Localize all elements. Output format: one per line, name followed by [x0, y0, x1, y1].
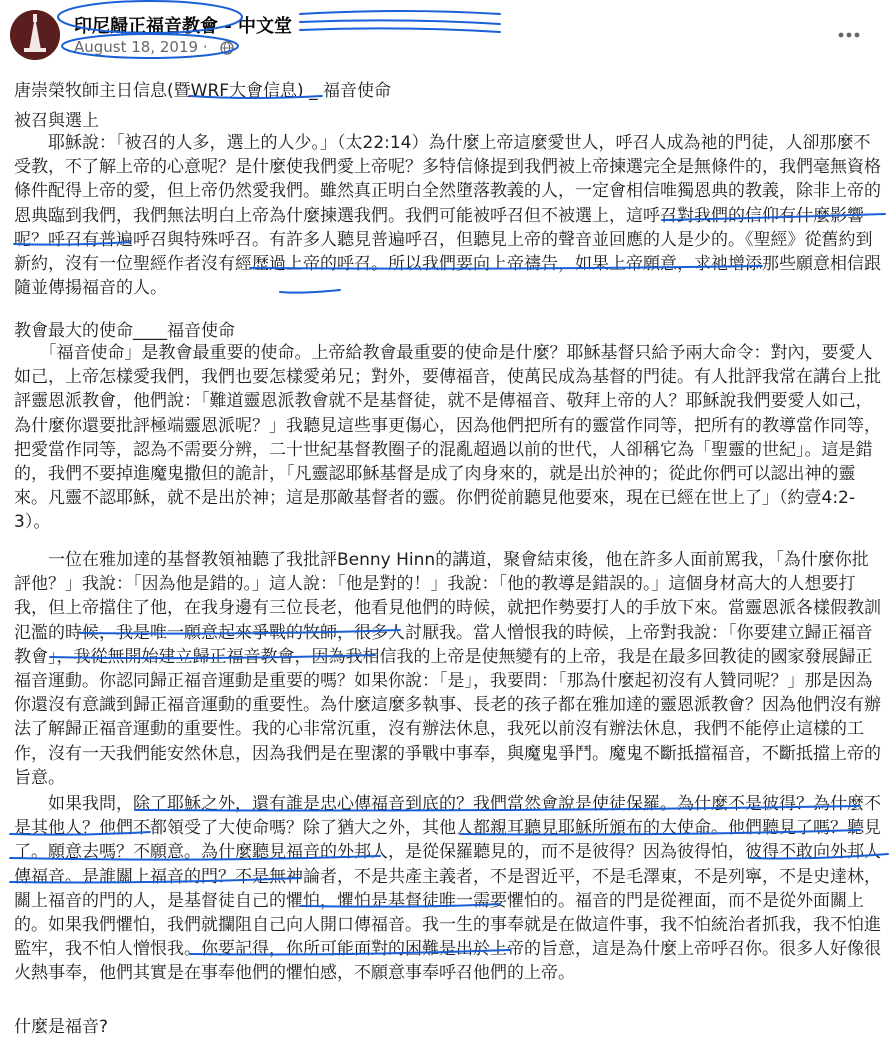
church-logo-icon[interactable] — [10, 10, 60, 60]
paragraph: 「福音使命」是教會最重要的使命。上帝給教會最重要的使命是什麼？耶穌基督只給予兩大命令：對內，要愛人如己，上帝怎樣愛我們，我們也要怎樣愛弟兄；對外，要傳福音，使萬民成為基督的門徒。有人批評我常在講台上批評靈恩派教會，他們說：「難道靈恩派教會就不是基督徒，就不是傳福音、敬拜上帝的人？耶穌說我們要愛人如己，為什麼你還要批評極端靈恩派呢？」我聽見這些事更傷心，因為他們把所有的靈當作同等，把所有的教導當作同等，把愛當作同等，認為不需要分辨，二十世紀基督教圈子的混亂超過以前的世代，人卻稱它為「聖靈的世紀」。這是錯的，我們不要掉進魔鬼撒但的詭計，「凡靈認耶穌基督是成了肉身來的，就是出於神的；從此你們可以認出神的靈來。凡靈不認耶穌，就不是出於神；這是那敵基督者的靈。你們從前聽見他要來，現在已經在世上了」（約壹4:2-3）。 — [14, 343, 881, 533]
post-header — [0, 0, 895, 66]
globe-icon — [220, 40, 234, 59]
post-date[interactable]: August 18, 2019 · — [74, 38, 208, 56]
paragraph: 一位在雅加達的基督教領袖聽了我批評Benny Hinn的講道，聚會結束後，他在許多人面前罵我，「為什麼你批評他？」我說：「因為他是錯的。」這人說：「他是對的！」我說：「他的教導是錯誤的。」這個身材高大的人想要打我，但上帝擋住了他，在我身邊有三位長老，他看見他們的時候，就把作勢要打人的手放下來。當靈恩派各樣假教訓氾濫的時候，我是唯一願意起來爭戰的牧師，很多人討厭我。當人憎恨我的時候，上帝對我說：「你要建立歸正福音教會」，我從無開始建立歸正福音教會，因為我相信我的上帝是使無變有的上帝，我是在最多回教徒的國家發展歸正福音運動。你認同歸正福音運動是重要的嗎？如果你說：「是」，我要問：「那為什麼起初沒有人贊同呢？」那是因為你還沒有意識到歸正福音運動的重要性。為什麼這麼多執事、長老的孩子都在雅加達的靈恩派教會？因為他們沒有辦法了解歸正福音運動的重要性。我的心非常沉重，沒有辦法休息，我死以前沒有辦法休息，我們不能停止這樣的工作，沒有一天我們能安然休息，因為我們是在聖潔的爭戰中事奉，與魔鬼爭鬥。魔鬼不斷抵擋福音，不斷抵擋上帝的旨意。 — [14, 550, 881, 788]
section-heading-gospel: 什麼是福音? — [14, 1017, 109, 1037]
paragraph: 如果我問，除了耶穌之外，還有誰是忠心傳福音到底的？我們當然會說是使徒保羅。為什麼不是彼得？為什麼不是其他人？他們不都領受了大使命嗎？除了猶大之外，其他人都親耳聽見耶穌所頒布的大使命。他們聽見了嗎？聽見了。願意去嗎？不願意。為什麼聽見福音的外邦人，是從保羅聽見的，而不是彼得？因為彼得怕，彼得不敢向外邦人傳福音。是誰關上福音的門？不是無神論者，不是共產主義者，不是習近平，不是毛澤東，不是列寧，不是史達林，關上福音的門的人，是基督徒自己的懼怕，懼怕是基督徒唯一需要懼怕的。福音的門是從裡面，而不是從外面關上的。如果我們懼怕，我們就攔阻自己向人開口傳福音。我一生的事奉就是在做這件事，我不怕統治者抓我，我不怕進監牢，我不怕人憎恨我。你要記得，你所可能面對的困難是出於上帝的旨意，這是為什麼上帝呼召你。很多人好像很火熱事奉，他們其實是在事奉他們的懼怕感，不願意事奉呼召他們的上帝。 — [14, 794, 881, 984]
section-heading-mission: 教會最大的使命____福音使命 — [14, 321, 235, 341]
post-title: 唐崇榮牧師主日信息(暨WRF大會信息) _ 福音使命 — [14, 81, 391, 101]
more-options-icon[interactable] — [836, 26, 862, 38]
paragraph: 耶穌說：「被召的人多，選上的人少。」（太22:14）為什麼上帝這麼愛世人，呼召人成為祂的門徒，人卻那麼不受教，不了解上帝的心意呢？是什麼使我們愛上帝呢？多特信條提到我們被上帝揀選完全是無條件的，我們毫無資格條件配得上帝的愛，但上帝仍然愛我們。雖然真正明白全然墮落教義的人，一定會相信唯獨恩典的教義，除非上帝的恩典臨到我們，我們無法明白上帝為什麼揀選我們。我們可能被呼召但不被選上，這呼召對我們的信仰有什麼影響呢？呼召有普遍呼召與特殊呼召。有許多人聽見普遍呼召，但聽見上帝的聲音並回應的人是少的。《聖經》從舊約到新約，沒有一位聖經作者沒有經歷過上帝的呼召。所以我們要向上帝禱告，如果上帝願意，求祂增添那些願意相信跟隨並傳揚福音的人。 — [14, 133, 881, 299]
page-name[interactable]: 印尼歸正福音教會 - 中文堂 — [74, 16, 293, 37]
section-heading-called: 被召與選上 — [14, 111, 99, 131]
